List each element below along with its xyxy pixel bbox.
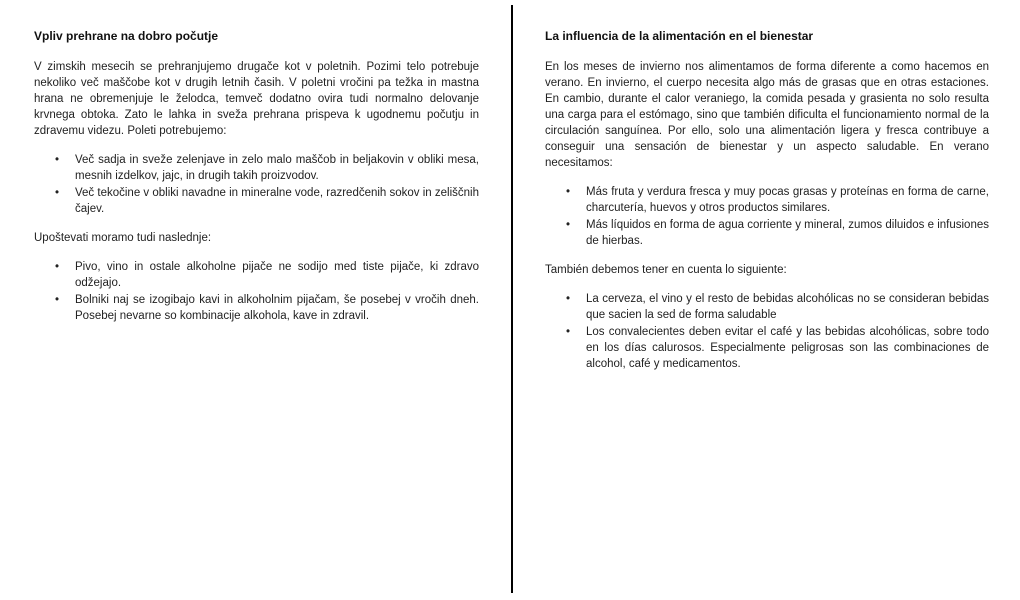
left-column-slovenian	[34, 28, 479, 337]
right-bullet-list-2	[545, 291, 989, 372]
left-intro-paragraph: V zimskih mesecih se prehranjujemo drugače kot v poletnih. Pozimi telo potrebuje nekoliko več maščobe kot v drugih letnih časih. V poletni vročini pa težka in mastna hrana ne obremenjuje le želodca, temveč dodatno ovira tudi normalno delovanje krvnega obtoka. Zato le lahka in sveža prehrana prispeva k ugodnemu počutju in zdravemu videzu. Poleti potrebujemo:	[34, 61, 479, 137]
column-divider	[511, 5, 513, 593]
left-bullet-list-1	[34, 152, 479, 217]
right-middle-paragraph: También debemos tener en cuenta lo siguiente:	[545, 264, 787, 276]
list-item: • Bolniki naj se izogibajo kavi in alkoholnim pijačam, še posebej v vročih dneh. Posebej nevarne so kombinacije alkohola, kave in zdravil.	[34, 292, 479, 324]
list-item: • Más líquidos en forma de agua corriente y mineral, zumos diluidos e infusiones de hierbas.	[545, 217, 989, 249]
right-column-title: La influencia de la alimentación en el bienestar	[545, 29, 814, 43]
list-item: • Más fruta y verdura fresca y muy pocas grasas y proteínas en forma de carne, charcutería, huevos y otros productos similares.	[545, 184, 989, 216]
right-bullet-list-1	[545, 184, 989, 249]
right-column-spanish	[545, 28, 989, 385]
left-bullet-list-2	[34, 259, 479, 324]
left-column-title: Vpliv prehrane na dobro počutje	[34, 29, 219, 43]
left-middle-paragraph: Upoštevati moramo tudi naslednje:	[34, 232, 212, 244]
list-item: • Pivo, vino in ostale alkoholne pijače ne sodijo med tiste pijače, ki zdravo odžejajo.	[34, 259, 479, 291]
right-intro-paragraph: En los meses de invierno nos alimentamos de forma diferente a como hacemos en verano. En invierno, el cuerpo necesita algo más de grasas que en otras estaciones. En cambio, durante el calor veraniego, la comida pesada y grasienta no solo resulta una carga para el estómago, sino que también dificulta el funcionamiento normal de la circulación sanguínea. Por ello, solo una alimentación ligera y fresca contribuye a conseguir una sensación de bienestar y un aspecto saludable. En verano necesitamos:	[545, 61, 989, 169]
list-item: • La cerveza, el vino y el resto de bebidas alcohólicas no se consideran bebidas que sacien la sed de forma saludable	[545, 291, 989, 323]
list-item: • Več tekočine v obliki navadne in mineralne vode, razredčenih sokov in zeliščnih čajev.	[34, 185, 479, 217]
list-item: • Los convalecientes deben evitar el café y las bebidas alcohólicas, sobre todo en los días calurosos. Especialmente peligrosas son las combinaciones de alcohol, café y medicamentos.	[545, 324, 989, 372]
list-item: • Več sadja in sveže zelenjave in zelo malo maščob in beljakovin v obliki mesa, mesnih izdelkov, jajc, in drugih takih proizvodov.	[34, 152, 479, 184]
